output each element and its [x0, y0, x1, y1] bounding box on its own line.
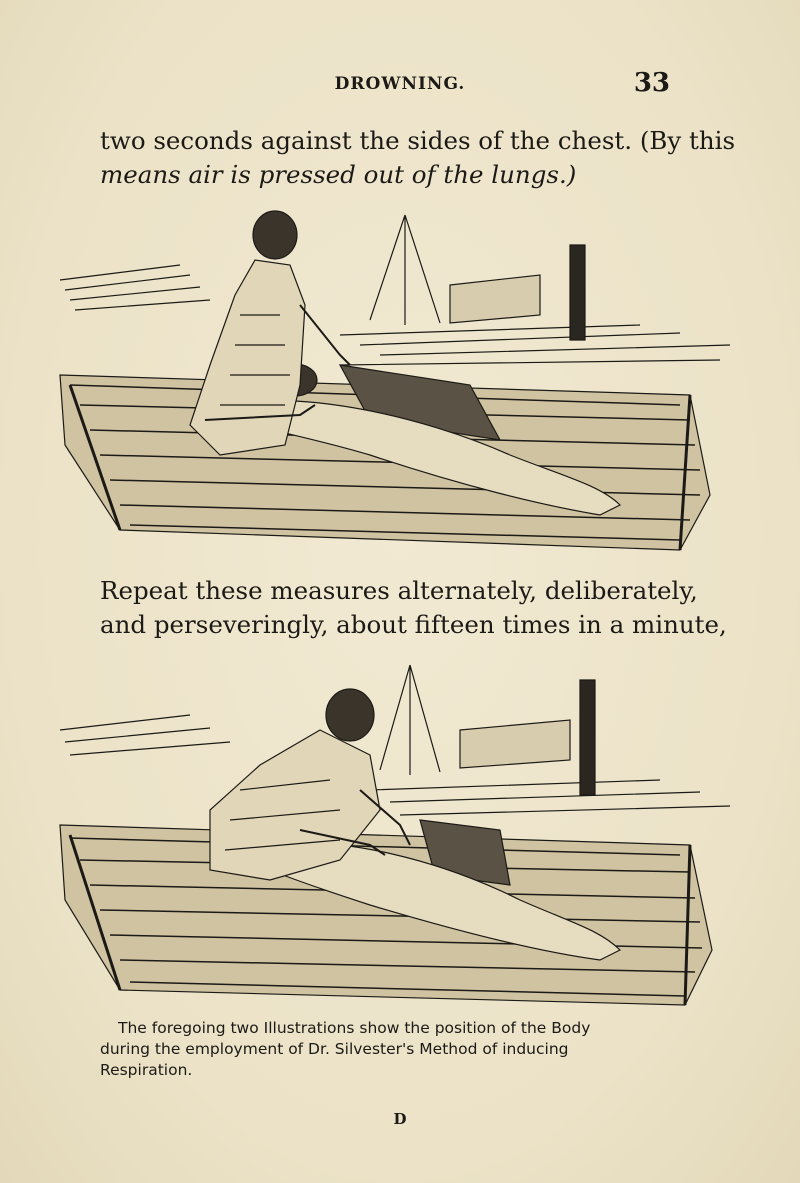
body-text-line-2: means air is pressed out of the lungs.)	[100, 160, 577, 189]
running-head	[0, 68, 800, 98]
page-number: 33	[633, 68, 670, 98]
body-text-line-1: two seconds against the sides of the chest. (By this	[100, 126, 736, 155]
illustration-inspiration	[40, 660, 730, 1020]
signature-mark: D	[393, 1110, 407, 1128]
body-text-line-3: Repeat these measures alternately, deliberately,	[100, 576, 698, 605]
caption-line-3: Respiration.	[100, 1061, 193, 1079]
illustration-caption	[100, 1018, 710, 1081]
caption-line-1: The foregoing two Illustrations show the position of the Body	[118, 1019, 591, 1037]
caption-line-2: during the employment of Dr. Silvester's Method of inducing	[100, 1040, 569, 1058]
running-title: DROWNING.	[334, 74, 466, 94]
body-text-line-4: and perseveringly, about fifteen times in a minute,	[100, 610, 727, 639]
illustration-expiration	[40, 205, 730, 570]
